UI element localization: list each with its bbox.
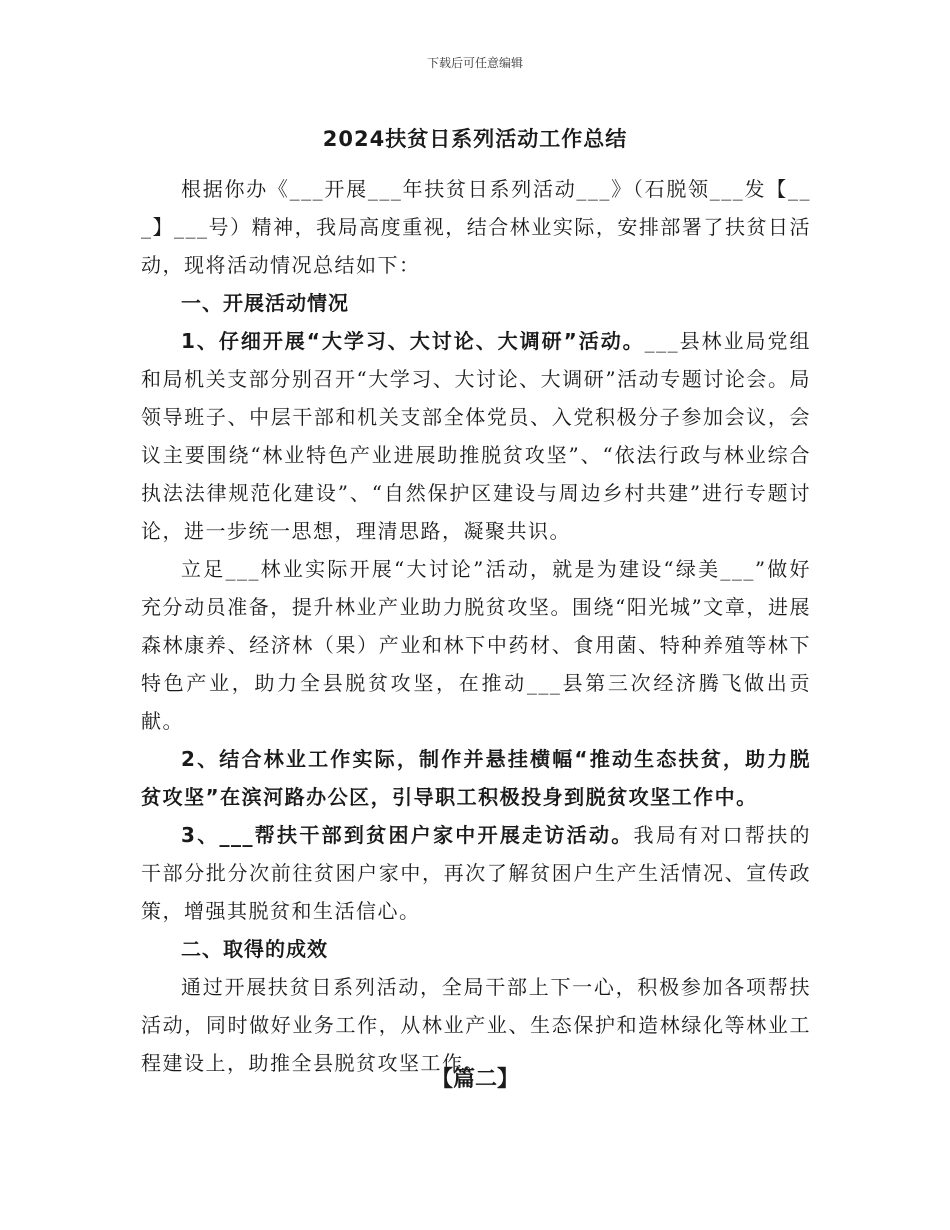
item3-text: 我局有对口帮扶的干部分批分次前往贫困户家中，再次了解贫困户生产生活情况、宣传政策，增强其脱贫和生活信心。 [141,823,811,923]
section2-heading: 二、取得的成效 [181,937,328,961]
item3-paragraph [141,816,811,930]
item1-text: ___县林业局党组和局机关支部分别召开“大学习、大讨论、大调研”活动专题讨论会。局领导班子、中层干部和机关支部全体党员、入党积极分子参加会议，会议主要围绕“林业特色产业进展助推脱贫攻坚”、“依法行政与林业综合执法法律规范化建设”、“自然保护区建设与周边乡村共建”进行专题讨论，进一步统一思想，理清思路，凝聚共识。 [141,329,811,543]
document-title: 2024扶贫日系列活动工作总结 [322,127,628,151]
result-paragraph: 通过开展扶贫日系列活动，全局干部上下一心，积极参加各项帮扶活动，同时做好业务工作，从林业产业、生态保护和造林绿化等林业工程建设上，助推全县脱贫攻坚工作。 [141,975,811,1075]
header-note: 下载后可任意编辑 [426,56,523,70]
item2-paragraph: 2、结合林业工作实际，制作并悬挂横幅“推动生态扶贫，助力脱贫攻坚”在滨河路办公区，引导职工积极投身到脱贫攻坚工作中。 [141,747,811,809]
document-body [141,170,811,1082]
item1-continuation-paragraph: 立足___林业实际开展“大讨论”活动，就是为建设“绿美___”做好充分动员准备，提升林业产业助力脱贫攻坚。围绕“阳光城”文章，进展森林康养、经济林（果）产业和林下中药材、食用菌、特种养殖等林下特色产业，助力全县脱贫攻坚，在推动___县第三次经济腾飞做出贡献。 [141,557,811,733]
section1-heading: 一、开展活动情况 [181,291,349,315]
item1-lead: 1、仔细开展“大学习、大讨论、大调研”活动。 [181,329,645,353]
intro-paragraph: 根据你办《___开展___年扶贫日系列活动___》（石脱领___发【___】___号）精神，我局高度重视，结合林业实际，安排部署了扶贫日活动，现将活动情况总结如下： [141,177,811,277]
part-label: 【篇二】 [430,1067,519,1092]
item1-paragraph [141,322,811,550]
item3-lead: 3、___帮扶干部到贫困户家中开展走访活动。 [181,823,634,847]
